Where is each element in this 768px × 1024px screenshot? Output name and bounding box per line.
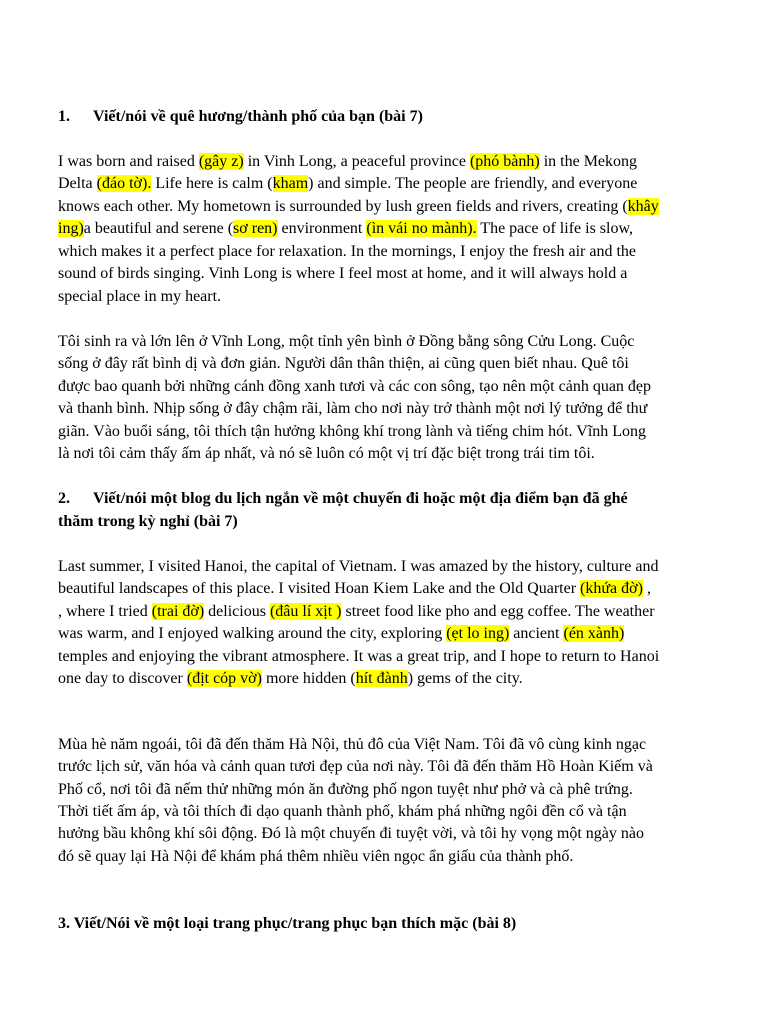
text-run: more hidden ( xyxy=(261,670,356,687)
text-run: in Vinh Long, a peaceful province xyxy=(243,153,470,170)
section-2-title: Viết/nói một blog du lịch ngắn về một chuyến đi hoặc một địa điểm bạn đã ghé xyxy=(93,490,628,507)
text-run: delicious xyxy=(204,603,270,620)
section-2-heading xyxy=(58,488,628,510)
text-line xyxy=(58,601,655,623)
highlighted-pronunciation: (địt cóp vờ) xyxy=(186,670,262,687)
highlighted-pronunciation: (ìn vái no mành). xyxy=(366,220,477,237)
text-run: , xyxy=(642,580,651,597)
text-line: which makes it a perfect place for relaxation. In the mornings, I enjoy the fresh air and the xyxy=(58,243,636,260)
section-1-title: Viết/nói về quê hương/thành phố của bạn (bài 7) xyxy=(93,108,423,125)
highlighted-pronunciation: khây xyxy=(627,198,659,215)
highlighted-pronunciation: sơ ren) xyxy=(233,220,278,237)
section-3-heading: 3. Viết/Nói về một loại trang phục/trang phục bạn thích mặc (bài 8) xyxy=(58,915,517,932)
text-line: được bao quanh bởi những cánh đồng xanh tươi và các con sông, tạo nên một cảnh quan đẹp xyxy=(58,378,652,395)
highlighted-pronunciation: ing) xyxy=(58,220,84,237)
text-line: đó sẽ quay lại Hà Nội để khám phá thêm nhiều viên ngọc ẩn giấu của thành phố. xyxy=(58,848,574,865)
highlighted-pronunciation: hít đành xyxy=(355,670,408,687)
highlighted-pronunciation: (ẹt lo ing) xyxy=(446,625,510,642)
section-1-number: 1. xyxy=(58,108,70,125)
section-1-heading xyxy=(58,106,423,128)
text-line xyxy=(58,623,624,645)
section-2-heading-continued: thăm trong kỳ nghỉ (bài 7) xyxy=(58,513,238,530)
text-line xyxy=(58,173,637,195)
text-line xyxy=(58,196,659,218)
text-run: beautiful landscapes of this place. I visited Hoan Kiem Lake and the Old Quarter xyxy=(58,580,581,597)
text-run: ancient xyxy=(509,625,564,642)
text-run: street food like pho and egg coffee. The weather xyxy=(341,603,655,620)
text-run: knows each other. My hometown is surrounded by lush green fields and rivers, creating ( xyxy=(58,198,628,215)
text-run: ) and simple. The people are friendly, and everyone xyxy=(308,175,638,192)
text-line: và thanh bình. Nhịp sống ở đây chậm rãi, làm cho nơi này trở thành một nơi lý tưởng để thư xyxy=(58,400,648,417)
highlighted-pronunciation: kham xyxy=(272,175,309,192)
text-run: was warm, and I enjoyed walking around the city, exploring xyxy=(58,625,447,642)
text-line xyxy=(58,578,651,600)
text-line: special place in my heart. xyxy=(58,288,222,305)
text-line: là nơi tôi cảm thấy ấm áp nhất, và nó sẽ luôn có một vị trí đặc biệt trong trái tim tôi. xyxy=(58,445,595,462)
text-line: Last summer, I visited Hanoi, the capital of Vietnam. I was amazed by the history, culture and xyxy=(58,558,659,575)
text-run: a beautiful and serene ( xyxy=(83,220,234,237)
text-line: hưởng bầu không khí sôi động. Đó là một chuyến đi tuyệt vời, và tôi hy vọng một ngày nào xyxy=(58,825,644,842)
text-run: , where I tried xyxy=(58,603,152,620)
text-run: The pace of life is slow, xyxy=(476,220,633,237)
text-run: in the Mekong xyxy=(539,153,638,170)
highlighted-pronunciation: (đáo tờ). xyxy=(96,175,152,192)
text-line: Mùa hè năm ngoái, tôi đã đến thăm Hà Nội, thủ đô của Việt Nam. Tôi đã vô cùng kinh ngạc xyxy=(58,736,647,753)
highlighted-pronunciation: (trai đờ) xyxy=(151,603,205,620)
section-2-number: 2. xyxy=(58,490,70,507)
text-line: sống ở đây rất bình dị và đơn giản. Người dân thân thiện, ai cũng quen biết nhau. Quê tôi xyxy=(58,355,629,372)
text-line: Thời tiết ấm áp, và tôi thích đi dạo quanh thành phố, khám phá những ngôi đền cổ và tận xyxy=(58,803,627,820)
text-line: sound of birds singing. Vinh Long is where I feel most at home, and it will always hold a xyxy=(58,265,628,282)
highlighted-pronunciation: (gây z) xyxy=(198,153,244,170)
text-run: environment xyxy=(277,220,367,237)
text-line: Phố cổ, nơi tôi đã nếm thử những món ăn đường phố ngon tuyệt như phở và cà phê trứng. xyxy=(58,781,633,798)
text-run: Delta xyxy=(58,175,97,192)
text-line xyxy=(58,218,633,240)
highlighted-pronunciation: (én xành) xyxy=(563,625,625,642)
text-line: Tôi sinh ra và lớn lên ở Vĩnh Long, một tỉnh yên bình ở Đồng bằng sông Cửu Long. Cuộc xyxy=(58,333,635,350)
text-run: one day to discover xyxy=(58,670,187,687)
text-line: trước lịch sử, văn hóa và cảnh quan tươi đẹp của nơi này. Tôi đã đến thăm Hồ Hoàn Kiếm và xyxy=(58,758,653,775)
text-run: I was born and raised xyxy=(58,153,199,170)
text-line: temples and enjoying the vibrant atmosphere. It was a great trip, and I hope to return to Hanoi xyxy=(58,648,660,665)
text-run: Life here is calm ( xyxy=(151,175,273,192)
text-run: ) gems of the city. xyxy=(407,670,523,687)
text-line xyxy=(58,151,637,173)
text-line: giãn. Vào buổi sáng, tôi thích tận hưởng không khí trong lành và tiếng chim hót. Vĩnh Long xyxy=(58,423,647,440)
text-line xyxy=(58,668,523,690)
highlighted-pronunciation: (phó bành) xyxy=(469,153,540,170)
highlighted-pronunciation: (đâu lí xịt ) xyxy=(269,603,342,620)
highlighted-pronunciation: (khứa đờ) xyxy=(580,580,643,597)
